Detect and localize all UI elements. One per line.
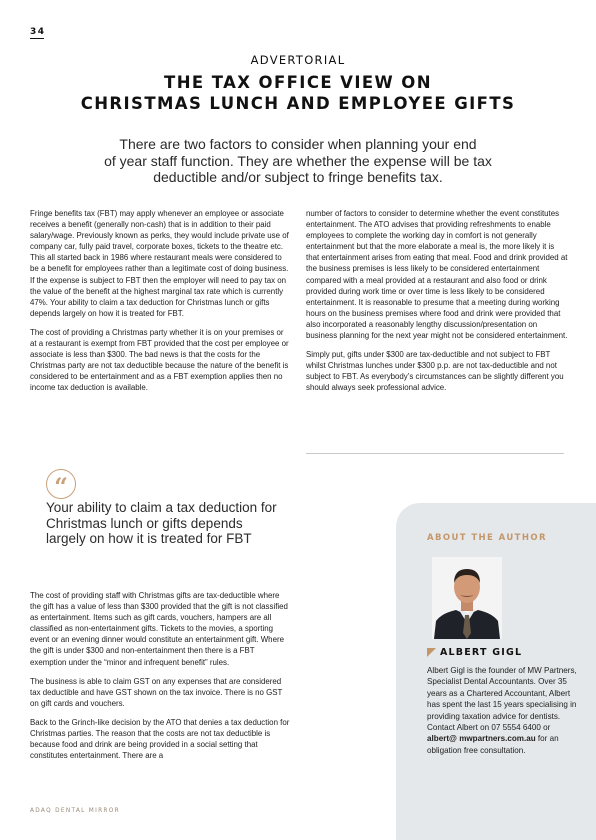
pull-quote: Your ability to claim a tax deduction for Christmas lunch or gifts depends largely on how it is treated for FBT bbox=[46, 500, 277, 546]
author-name: ALBERT GIGL bbox=[440, 647, 523, 658]
standfirst bbox=[0, 136, 596, 186]
page-number: 34 bbox=[30, 27, 46, 37]
body-paragraph: number of factors to consider to determine whether the event constitutes entertainment. The ATO advises that providing refreshments to enable employees to complete the working day in comfort is not generally entertainment but that the more elaborate a meal is, the more likely it is that entertainment arises from eating that meal. Food and drink provided at the business premises is less likely to be considered entertainment compared with a meal provided at a restaurant and also food or drink provided during work time or over time is less likely to be considered entertainment. It is reasonable to presume that a meeting during working hours on the business premises where food and drink were provided that also incorporated a reasonably lengthy discussion/presentation on business planning for the next year might not be considered entertainment. bbox=[306, 209, 568, 341]
body-paragraph: Back to the Grinch-like decision by the ATO that denies a tax deduction for Christmas parties. The reason that the costs are not tax deductible is because food and drink are being provided in a social setting that constitutes entertainment. There are a bbox=[30, 717, 290, 761]
headline-line-2: CHRISTMAS LUNCH AND EMPLOYEE GIFTS bbox=[80, 94, 516, 113]
publication-footer: ADAQ DENTAL MIRROR bbox=[30, 808, 120, 814]
body-column-right bbox=[306, 208, 568, 402]
kicker-label: ADVERTORIAL bbox=[250, 53, 346, 67]
triangle-marker-icon bbox=[427, 648, 436, 657]
body-column-left bbox=[30, 208, 292, 402]
headline-line-1: THE TAX OFFICE VIEW ON bbox=[164, 73, 432, 92]
page-number-underline bbox=[30, 38, 44, 39]
article-headline bbox=[0, 72, 596, 114]
author-portrait-icon bbox=[432, 557, 502, 639]
author-heading: ABOUT THE AUTHOR bbox=[427, 533, 547, 543]
column-divider bbox=[306, 453, 564, 454]
author-bio-text: for an obligation free consultation. bbox=[427, 734, 559, 755]
body-paragraph: Fringe benefits tax (FBT) may apply whenever an employee or associate receives a benefit (generally non-cash) that is in addition to their paid salary/wage. Previously known as perks, they would include private use of company car, fully paid travel, corporate boxes, tickets to the theatre etc. This all started back in 1986 where restaurant meals were considered to be a benefit for employees rather than a legitimate cost of doing business. If the expense is subject to FBT then the employer will need to pay tax on the value of the benefit at the highest marginal tax rate which is currently 47%. Your ability to claim a tax deduction for Christmas lunch or gifts depends largely on how it is treated for FBT. bbox=[30, 209, 289, 318]
author-bio-text: Albert Gigl is the founder of MW Partners, Specialist Dental Accountants. Over 35 years as a Chartered Accountant, Albert has spent the last 15 years specialising in providing taxation advice for dentists. Contact Albert on 07 5554 6400 or bbox=[427, 666, 577, 733]
standfirst-line-2: of year staff function. They are whether the expense will be tax bbox=[104, 152, 492, 169]
body-paragraph: The cost of providing staff with Christmas gifts are tax-deductible where the gift has a value of less than $300 provided that the gift is not classified as entertainment. Items such as gift cards, vouchers, hampers are all classified as non-entertainment gifts. Tickets to the movies, a sporting event or an evening dinner would constitute an entertainment gift. Where the gift is under $300 and non-entertainment then there is a FBT exemption under the “minor and infrequent benefit” rules. bbox=[30, 591, 288, 667]
body-paragraph: The business is able to claim GST on any expenses that are considered tax deductible and have GST shown on the tax invoice. There is no GST on gift cards and vouchers. bbox=[30, 676, 283, 708]
author-website-link[interactable]: mwpartners.com.au bbox=[459, 734, 536, 744]
body-paragraph: The cost of providing a Christmas party whether it is on your premises or at a restaurant is exempt from FBT provided that the cost per employee or associate is less than $300. The bad news is that the costs for the Christmas party are not tax deductible because the nature of the benefit is considered to be entertainment and as a FBT exemption applies then no income tax deduction is available. bbox=[30, 327, 289, 393]
standfirst-line-1: There are two factors to consider when planning your end bbox=[119, 136, 477, 152]
body-column-bottom bbox=[30, 590, 292, 769]
standfirst-line-3: deductible and/or subject to fringe benefits tax. bbox=[153, 169, 443, 185]
author-avatar bbox=[432, 557, 502, 639]
author-bio bbox=[427, 665, 577, 756]
author-email[interactable]: albert@ bbox=[427, 734, 457, 744]
body-paragraph: Simply put, gifts under $300 are tax-deductible and not subject to FBT whilst Christmas lunches under $300 p.p. are not tax-deductible and not subject to FBT. As everybody’s circumstances can be slightly different you should always seek professional advice. bbox=[306, 350, 564, 393]
quote-icon: “ bbox=[46, 469, 76, 499]
